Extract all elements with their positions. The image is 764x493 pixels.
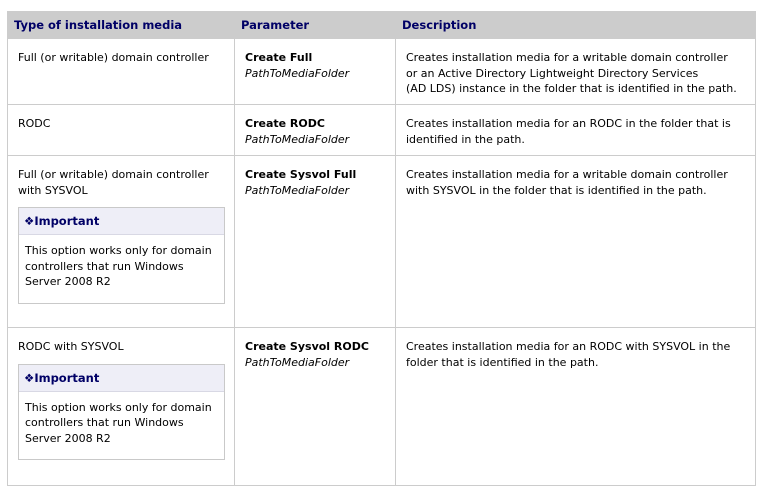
parameter-cell bbox=[235, 39, 396, 105]
important-header bbox=[19, 208, 224, 235]
description-line: Creates installation media for a writable domain controller bbox=[406, 168, 728, 181]
important-note bbox=[18, 207, 225, 304]
parameter-cell bbox=[235, 105, 396, 156]
parameter-command: Create RODC bbox=[245, 117, 325, 130]
description-line: or an Active Directory Lightweight Directory Services bbox=[406, 66, 699, 80]
type-text: Full (or writable) domain controller bbox=[18, 168, 209, 181]
important-body bbox=[19, 392, 224, 460]
description-cell bbox=[396, 39, 756, 105]
type-text: RODC with SYSVOL bbox=[18, 340, 124, 353]
type-cell bbox=[8, 328, 235, 486]
description-cell bbox=[396, 105, 756, 156]
parameter-argument: PathToMediaFolder bbox=[245, 66, 350, 80]
important-title: Important bbox=[34, 214, 100, 228]
parameter-command: Create Sysvol Full bbox=[245, 168, 357, 181]
important-text: Server 2008 R2 bbox=[25, 275, 111, 288]
type-cell bbox=[8, 156, 235, 328]
description-line: Creates installation media for a writable domain controller bbox=[406, 51, 728, 64]
header-description: Description bbox=[396, 12, 756, 39]
important-text: Server 2008 R2 bbox=[25, 431, 111, 445]
type-cell bbox=[8, 105, 235, 156]
description-line: (AD LDS) instance in the folder that is identified in the path. bbox=[406, 82, 737, 95]
header-type: Type of installation media bbox=[8, 12, 235, 39]
table-header-row bbox=[8, 12, 756, 39]
parameter-command: Create Full bbox=[245, 51, 313, 64]
important-icon: ❖ bbox=[24, 370, 35, 385]
parameter-cell bbox=[235, 328, 396, 486]
important-note bbox=[18, 364, 225, 461]
parameter-argument: PathToMediaFolder bbox=[245, 355, 350, 369]
description-line: Creates installation media for an RODC with SYSVOL in the bbox=[406, 340, 731, 353]
important-text: This option works only for domain bbox=[25, 244, 212, 257]
important-text: controllers that run Windows bbox=[25, 416, 184, 429]
important-title: Important bbox=[34, 370, 100, 385]
type-text: RODC bbox=[18, 117, 51, 130]
description-cell bbox=[396, 156, 756, 328]
type-text: with SYSVOL bbox=[18, 183, 88, 197]
type-cell bbox=[8, 39, 235, 105]
important-text: This option works only for domain bbox=[25, 400, 212, 414]
description-cell bbox=[396, 328, 756, 486]
important-text: controllers that run Windows bbox=[25, 259, 184, 273]
description-line: with SYSVOL in the folder that is identified in the path. bbox=[406, 183, 707, 197]
header-parameter: Parameter bbox=[235, 12, 396, 39]
parameter-cell bbox=[235, 156, 396, 328]
parameter-argument: PathToMediaFolder bbox=[245, 132, 350, 146]
important-body bbox=[19, 235, 224, 303]
installation-media-table bbox=[7, 11, 756, 486]
parameter-command: Create Sysvol RODC bbox=[245, 340, 369, 353]
important-header bbox=[19, 365, 224, 392]
table-row bbox=[8, 105, 756, 156]
table-row bbox=[8, 328, 756, 486]
description-line: identified in the path. bbox=[406, 132, 525, 146]
table-row bbox=[8, 156, 756, 328]
parameter-argument: PathToMediaFolder bbox=[245, 183, 350, 197]
description-line: Creates installation media for an RODC in the folder that is bbox=[406, 117, 731, 130]
important-icon: ❖ bbox=[24, 214, 35, 228]
table-row bbox=[8, 39, 756, 105]
type-text: Full (or writable) domain controller bbox=[18, 51, 209, 64]
description-line: folder that is identified in the path. bbox=[406, 355, 599, 369]
